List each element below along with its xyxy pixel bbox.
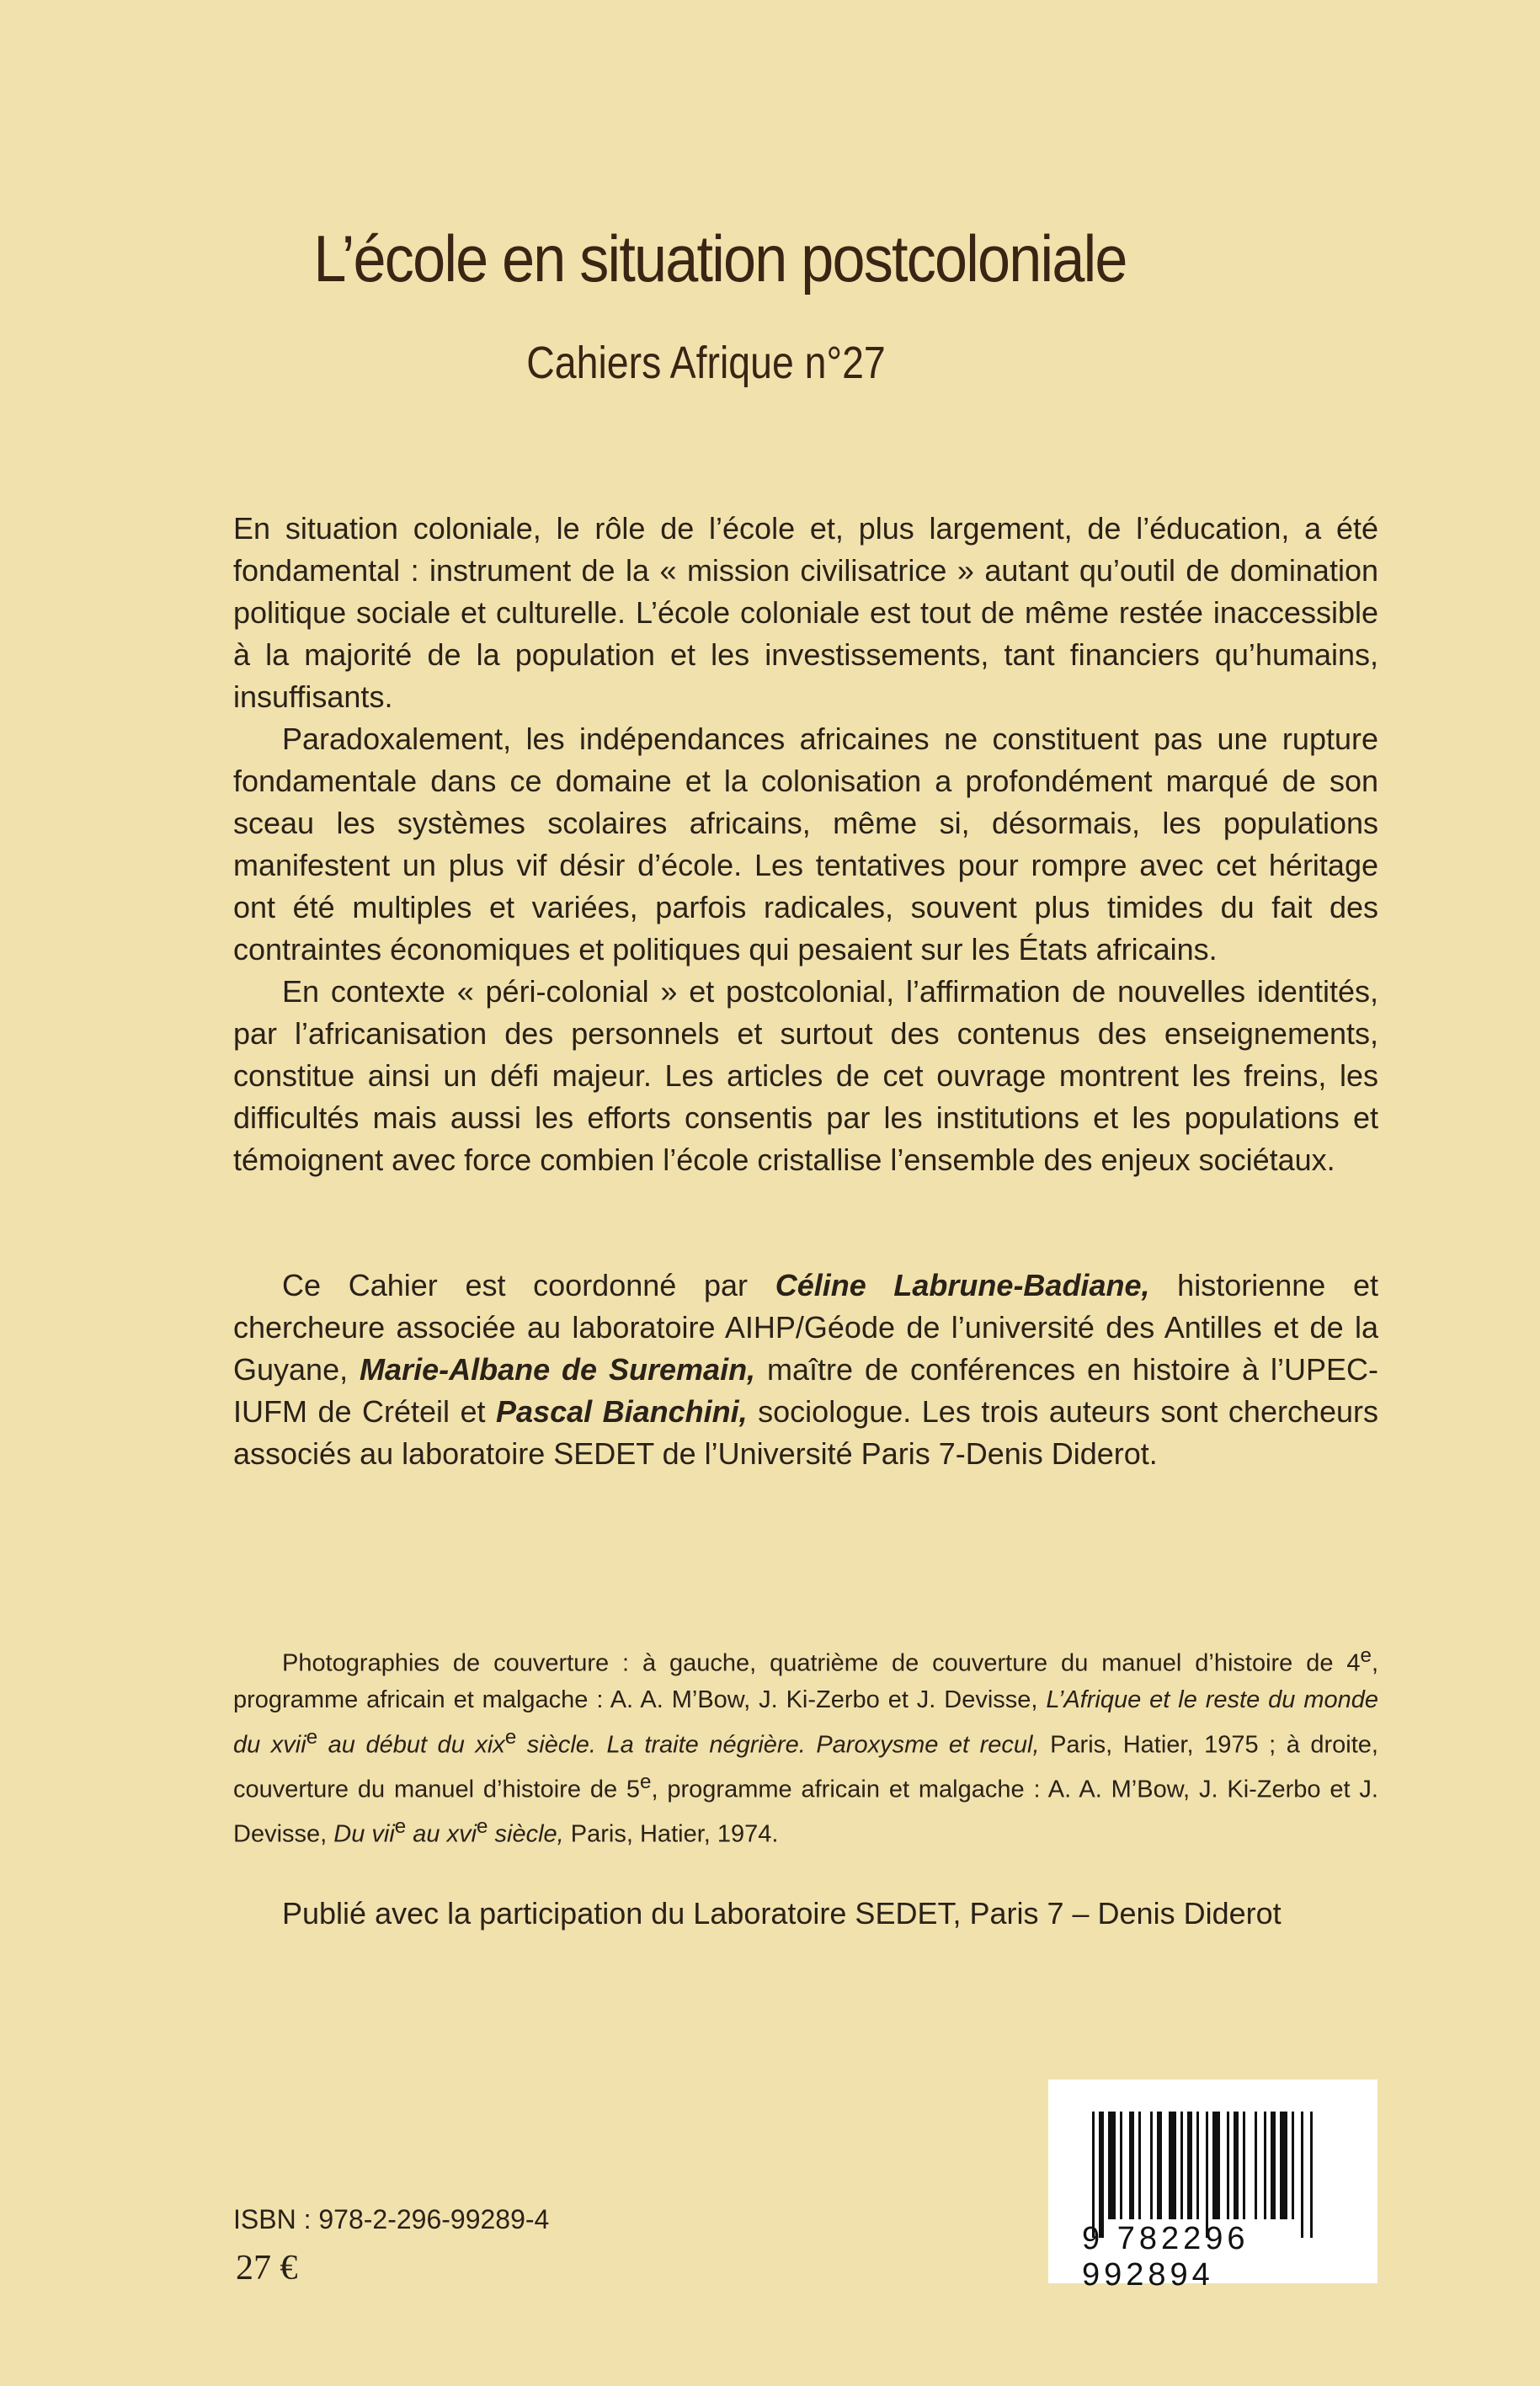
- barcode-bar: [1255, 2112, 1257, 2219]
- photo-text: , programme africain et malgache : A. A. M’Bow, J. Ki-Zerbo et J. Devisse,: [233, 1649, 1378, 1714]
- barcode-bar: [1092, 2112, 1095, 2238]
- barcode-bar: [1169, 2112, 1176, 2219]
- photo-italic: Du vii: [333, 1820, 395, 1848]
- sup: e: [394, 1814, 407, 1838]
- barcode-bar: [1271, 2112, 1276, 2219]
- photo-text: Paris, Hatier, 1974.: [563, 1820, 779, 1848]
- credits-paragraph: [233, 1265, 1378, 1475]
- sup: e: [504, 1725, 517, 1749]
- sup: e: [640, 1770, 652, 1793]
- barcode-bar: [1129, 2112, 1134, 2219]
- barcode-bar: [1243, 2112, 1245, 2219]
- photo-text: Photographies de couverture : à gauche, quatrième de couverture du manuel d’histoire de 4: [282, 1649, 1361, 1677]
- photo-italic: L’Afrique et le reste du monde du xvii: [233, 1686, 1378, 1759]
- abstract: [233, 508, 1378, 1181]
- barcode-bars: [1092, 2112, 1353, 2238]
- photo-italic: au xvi: [406, 1820, 477, 1848]
- barcode-bar: [1310, 2112, 1313, 2238]
- credits-text: Ce Cahier est coordonné par: [282, 1268, 775, 1302]
- barcode-bar: [1120, 2112, 1122, 2219]
- barcode-bar: [1180, 2112, 1183, 2219]
- series-subtitle: Cahiers Afrique n°27: [526, 338, 886, 388]
- barcode-bar: [1227, 2112, 1229, 2219]
- author-name: Pascal Bianchini,: [496, 1394, 748, 1429]
- barcode: [1048, 2080, 1377, 2293]
- barcode-bar: [1206, 2112, 1208, 2238]
- photo-credits: [233, 1638, 1378, 1853]
- credits-text: historienne et chercheure associée au laboratoire AIHP/Géode de l’université des Antilles et de la Guyane,: [233, 1268, 1378, 1387]
- barcode-bar: [1196, 2112, 1199, 2219]
- barcode-bar: [1099, 2112, 1104, 2238]
- barcode-bar: [1150, 2112, 1153, 2219]
- photo-italic: siècle. La traite négrière. Paroxysme et recul,: [516, 1731, 1040, 1759]
- price: 27 €: [236, 2249, 298, 2287]
- photo-italic: au début du xix: [317, 1731, 505, 1759]
- photo-text: , programme africain et malgache : A. A. M’Bow, J. Ki-Zerbo et J. Devisse,: [233, 1776, 1378, 1848]
- published-note: Publié avec la participation du Laboratoire SEDET, Paris 7 – Denis Diderot: [282, 1896, 1282, 1931]
- abstract-paragraph: En contexte « péri-colonial » et postcolonial, l’affirmation de nouvelles identités, par l’africanisation des personnels et surtout des contenus des enseignements, constitue ainsi un défi majeur. Les articles de cet ouvrage montrent les freins, les difficultés mais aussi les efforts consentis par les institutions et les populations et témoignent avec force combien l’école cristallise l’ensemble des enjeux sociétaux.: [233, 974, 1378, 1177]
- author-name: Céline Labrune-Badiane,: [775, 1268, 1150, 1302]
- barcode-bar: [1108, 2112, 1116, 2219]
- barcode-bar: [1264, 2112, 1266, 2219]
- abstract-paragraph: En situation coloniale, le rôle de l’école et, plus largement, de l’éducation, a été fondamental : instrument de la « mission civilisatrice » autant qu’outil de domination politique sociale et culturelle. L’école coloniale est tout de même restée inaccessible à la majorité de la population et les investissements, tant financiers qu’humains, insuffisants.: [233, 511, 1378, 714]
- barcode-bar: [1280, 2112, 1287, 2219]
- photo-italic: siècle,: [488, 1820, 564, 1848]
- author-name: Marie-Albane de Suremain,: [360, 1352, 756, 1387]
- barcode-bar: [1138, 2112, 1141, 2219]
- barcode-bar: [1187, 2112, 1192, 2219]
- credits-text: maître de conférences en histoire à l’UPEC-IUFM de Créteil et: [233, 1352, 1379, 1429]
- barcode-number: 9 782296 992894: [1082, 2221, 1250, 2293]
- abstract-paragraph: Paradoxalement, les indépendances africaines ne constituent pas une rupture fondamentale dans ce domaine et la colonisation a profondément marqué de son sceau les systèmes scolaires africains, même si, désormais, les populations manifestent un plus vif désir d’école. Les tentatives pour rompre avec cet héritage ont été multiples et variées, parfois radicales, souvent plus timides du fait des contraintes économiques et politiques qui pesaient sur les États africains.: [233, 722, 1378, 967]
- barcode-bar: [1212, 2112, 1220, 2219]
- barcode-bar: [1234, 2112, 1239, 2219]
- sup: e: [306, 1725, 318, 1749]
- isbn: ISBN : 978-2-296-99289-4: [233, 2204, 550, 2234]
- book-title: L’école en situation postcoloniale: [313, 221, 1127, 296]
- barcode-bar: [1301, 2112, 1303, 2238]
- credits-text: sociologue. Les trois auteurs sont chercheurs associés au laboratoire SEDET de l’Université Paris 7-Denis Diderot.: [233, 1394, 1379, 1471]
- barcode-bar: [1157, 2112, 1162, 2219]
- sup: e: [477, 1814, 488, 1838]
- barcode-bar: [1292, 2112, 1294, 2219]
- photo-text: Paris, Hatier, 1975 ; à droite, couverture du manuel d’histoire de 5: [233, 1731, 1378, 1803]
- sup: e: [1360, 1644, 1372, 1667]
